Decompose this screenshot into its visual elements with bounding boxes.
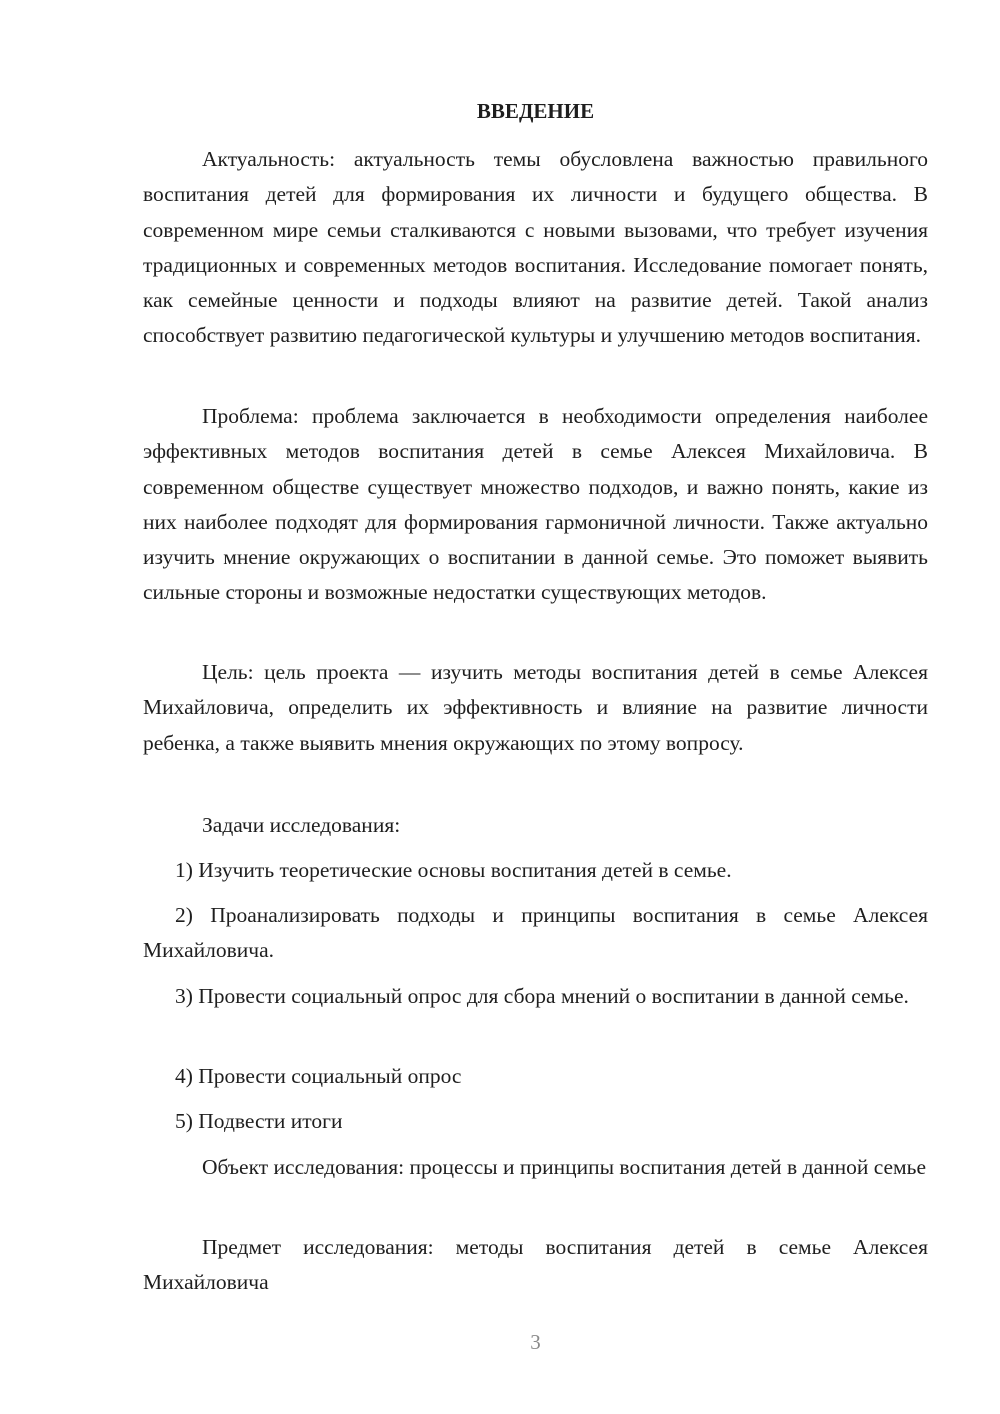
page-number: 3 <box>530 1330 541 1354</box>
paragraph-relevance: Актуальность: актуальность темы обусловлена важностью правильного воспитания детей для формирования их личности и будущего общества. В современном мире семьи сталкиваются с новыми вызовами, что требует изучения традиционных и современных методов воспитания. Исследование помогает понять, как семейные ценности и подходы влияют на развитие детей. Такой анализ способствует развитию педагогической культуры и улучшению методов воспитания. <box>143 147 928 348</box>
task-item-5: 5) Подвести итоги <box>175 1109 343 1133</box>
paragraph-subject: Предмет исследования: методы воспитания детей в семье Алексея Михайловича <box>143 1235 928 1295</box>
page-title: ВВЕДЕНИЕ <box>476 99 595 123</box>
document-page <box>143 0 928 1414</box>
task-item-1: 1) Изучить теоретические основы воспитания детей в семье. <box>175 858 732 882</box>
task-item-2: 2) Проанализировать подходы и принципы воспитания в семье Алексея Михайловича. <box>143 903 928 963</box>
paragraph-goal: Цель: цель проекта — изучить методы воспитания детей в семье Алексея Михайловича, определить их эффективность и влияние на развитие личности ребенка, а также выявить мнения окружающих по этому вопросу. <box>143 660 928 755</box>
task-item-3: 3) Провести социальный опрос для сбора мнений о воспитании в данной семье. <box>175 984 909 1008</box>
paragraph-object: Объект исследования: процессы и принципы воспитания детей в данной семье <box>202 1155 927 1179</box>
task-item-4: 4) Провести социальный опрос <box>175 1064 462 1088</box>
paragraph-problem: Проблема: проблема заключается в необходимости определения наиболее эффективных методов воспитания детей в семье Алексея Михайловича. В современном обществе существует множество подходов, и важно понять, какие из них наиболее подходят для формирования гармоничной личности. Также актуально изучить мнение окружающих о воспитании в данной семье. Это поможет выявить сильные стороны и возможные недостатки существующих методов. <box>143 404 928 605</box>
paragraph-tasks-heading: Задачи исследования: <box>202 813 401 837</box>
